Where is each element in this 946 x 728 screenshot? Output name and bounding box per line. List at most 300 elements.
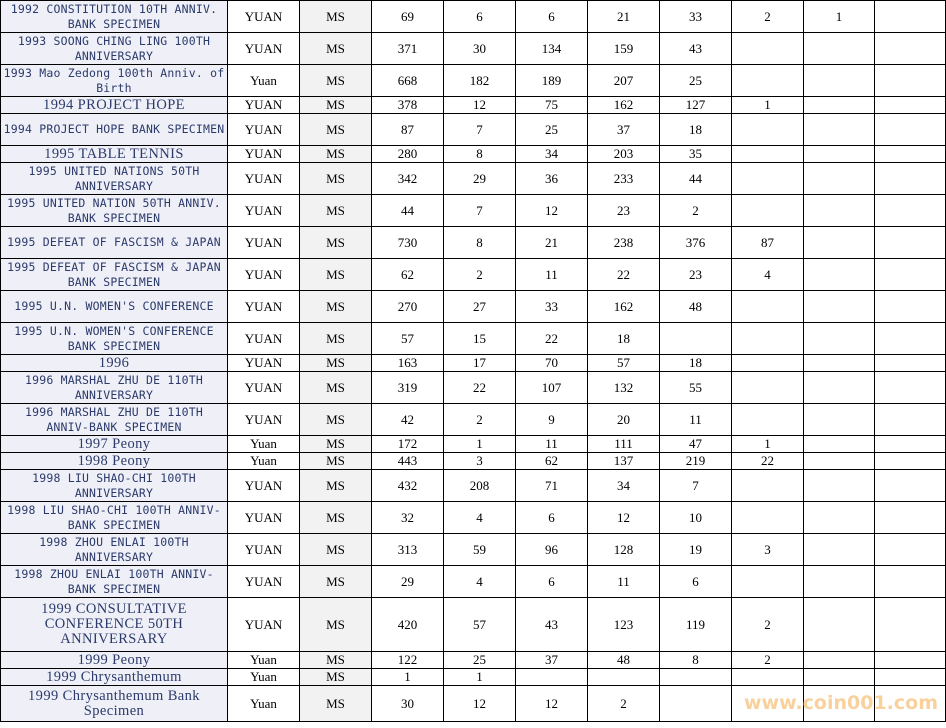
- count-cell: 1: [444, 669, 516, 686]
- count-cell: [875, 33, 946, 65]
- count-cell: [732, 355, 804, 372]
- denomination-cell: YUAN: [228, 291, 300, 323]
- denomination-cell: YUAN: [228, 323, 300, 355]
- count-cell: 1: [804, 1, 875, 33]
- coin-name-cell: 1998 ZHOU ENLAI 100TH ANNIV-BANK SPECIMEN: [1, 566, 228, 598]
- table-row: [1, 163, 946, 195]
- count-cell: 132: [588, 372, 660, 404]
- count-cell: [804, 566, 875, 598]
- coin-name-cell: 1993 SOONG CHING LING 100TH ANNIVERSARY: [1, 33, 228, 65]
- count-cell: 2: [444, 259, 516, 291]
- denomination-cell: Yuan: [228, 65, 300, 97]
- count-cell: 71: [516, 470, 588, 502]
- denomination-cell: YUAN: [228, 534, 300, 566]
- count-cell: 12: [588, 502, 660, 534]
- count-cell: 35: [660, 146, 732, 163]
- count-cell: [804, 259, 875, 291]
- count-cell: 75: [516, 97, 588, 114]
- count-cell: [732, 195, 804, 227]
- count-cell: [875, 598, 946, 652]
- count-cell: [732, 291, 804, 323]
- count-cell: 172: [372, 436, 444, 453]
- count-cell: 163: [372, 355, 444, 372]
- denomination-cell: YUAN: [228, 470, 300, 502]
- coin-name-cell: 1994 PROJECT HOPE BANK SPECIMEN: [1, 114, 228, 146]
- count-cell: [875, 534, 946, 566]
- count-cell: [732, 163, 804, 195]
- count-cell: [875, 146, 946, 163]
- count-cell: [875, 652, 946, 669]
- coin-name-cell: 1995 UNITED NATIONS 50TH ANNIVERSARY: [1, 163, 228, 195]
- count-cell: [732, 669, 804, 686]
- grade-cell: MS: [300, 436, 372, 453]
- table-row: [1, 470, 946, 502]
- table-row: [1, 259, 946, 291]
- count-cell: [875, 1, 946, 33]
- count-cell: [804, 436, 875, 453]
- count-cell: 6: [516, 502, 588, 534]
- count-cell: [516, 669, 588, 686]
- denomination-cell: YUAN: [228, 259, 300, 291]
- count-cell: [804, 146, 875, 163]
- table-row: [1, 114, 946, 146]
- count-cell: 12: [444, 97, 516, 114]
- count-cell: [660, 686, 732, 722]
- count-cell: 313: [372, 534, 444, 566]
- count-cell: [875, 259, 946, 291]
- count-cell: [804, 291, 875, 323]
- grade-cell: MS: [300, 323, 372, 355]
- count-cell: [732, 114, 804, 146]
- count-cell: 12: [444, 686, 516, 722]
- count-cell: 189: [516, 65, 588, 97]
- count-cell: 270: [372, 291, 444, 323]
- count-cell: [804, 686, 875, 722]
- table-row: [1, 195, 946, 227]
- coin-name-cell: 1996: [1, 355, 228, 372]
- coin-name-cell: 1992 CONSTITUTION 10TH ANNIV. BANK SPECIMEN: [1, 1, 228, 33]
- denomination-cell: YUAN: [228, 97, 300, 114]
- count-cell: 111: [588, 436, 660, 453]
- count-cell: 2: [588, 686, 660, 722]
- table-row: [1, 291, 946, 323]
- coin-name-cell: 1996 MARSHAL ZHU DE 110TH ANNIV-BANK SPECIMEN: [1, 404, 228, 436]
- grade-cell: MS: [300, 598, 372, 652]
- count-cell: 134: [516, 33, 588, 65]
- count-cell: 57: [372, 323, 444, 355]
- count-cell: 123: [588, 598, 660, 652]
- grade-cell: MS: [300, 470, 372, 502]
- grade-cell: MS: [300, 146, 372, 163]
- count-cell: 12: [516, 686, 588, 722]
- grade-cell: MS: [300, 355, 372, 372]
- count-cell: [804, 33, 875, 65]
- count-cell: 238: [588, 227, 660, 259]
- grade-cell: MS: [300, 669, 372, 686]
- count-cell: [875, 227, 946, 259]
- count-cell: 34: [588, 470, 660, 502]
- denomination-cell: YUAN: [228, 195, 300, 227]
- count-cell: 8: [660, 652, 732, 669]
- denomination-cell: YUAN: [228, 404, 300, 436]
- denomination-cell: YUAN: [228, 33, 300, 65]
- count-cell: [875, 372, 946, 404]
- table-row: [1, 146, 946, 163]
- count-cell: 87: [732, 227, 804, 259]
- count-cell: 62: [372, 259, 444, 291]
- table-row: [1, 227, 946, 259]
- count-cell: [732, 65, 804, 97]
- count-cell: [732, 33, 804, 65]
- count-cell: 22: [516, 323, 588, 355]
- count-cell: [875, 453, 946, 470]
- site-watermark: www.coin001.com: [743, 692, 938, 714]
- count-cell: 6: [516, 1, 588, 33]
- count-cell: 6: [444, 1, 516, 33]
- coin-name-cell: 1995 UNITED NATION 50TH ANNIV. BANK SPECIMEN: [1, 195, 228, 227]
- count-cell: 42: [372, 404, 444, 436]
- count-cell: 6: [660, 566, 732, 598]
- count-cell: [732, 372, 804, 404]
- count-cell: [804, 114, 875, 146]
- count-cell: [804, 65, 875, 97]
- count-cell: 30: [372, 686, 444, 722]
- count-cell: 36: [516, 163, 588, 195]
- count-cell: 12: [516, 195, 588, 227]
- count-cell: [804, 470, 875, 502]
- table-row: [1, 323, 946, 355]
- coin-name-cell: 1999 Chrysanthemum Bank Specimen: [1, 686, 228, 722]
- table-row: [1, 33, 946, 65]
- count-cell: 23: [588, 195, 660, 227]
- count-cell: 420: [372, 598, 444, 652]
- count-cell: 3: [732, 534, 804, 566]
- denomination-cell: Yuan: [228, 652, 300, 669]
- count-cell: 23: [660, 259, 732, 291]
- count-cell: 19: [660, 534, 732, 566]
- count-cell: [875, 355, 946, 372]
- count-cell: 7: [660, 470, 732, 502]
- coin-name-cell: 1998 Peony: [1, 453, 228, 470]
- count-cell: 10: [660, 502, 732, 534]
- grade-cell: MS: [300, 227, 372, 259]
- count-cell: [804, 323, 875, 355]
- denomination-cell: YUAN: [228, 1, 300, 33]
- grade-cell: MS: [300, 502, 372, 534]
- count-cell: 162: [588, 291, 660, 323]
- denomination-cell: YUAN: [228, 163, 300, 195]
- count-cell: [732, 404, 804, 436]
- denomination-cell: Yuan: [228, 453, 300, 470]
- count-cell: 18: [588, 323, 660, 355]
- table-row: [1, 436, 946, 453]
- count-cell: 15: [444, 323, 516, 355]
- grade-cell: MS: [300, 97, 372, 114]
- table-row: [1, 566, 946, 598]
- count-cell: 34: [516, 146, 588, 163]
- count-cell: 48: [660, 291, 732, 323]
- count-cell: 18: [660, 114, 732, 146]
- count-cell: [804, 355, 875, 372]
- count-cell: 8: [444, 227, 516, 259]
- count-cell: 47: [660, 436, 732, 453]
- count-cell: 21: [516, 227, 588, 259]
- count-cell: [804, 195, 875, 227]
- count-cell: [875, 65, 946, 97]
- table-row: [1, 97, 946, 114]
- count-cell: 29: [372, 566, 444, 598]
- count-cell: 11: [588, 566, 660, 598]
- table-row: [1, 669, 946, 686]
- coin-name-cell: 1997 Peony: [1, 436, 228, 453]
- count-cell: 70: [516, 355, 588, 372]
- denomination-cell: Yuan: [228, 436, 300, 453]
- denomination-cell: YUAN: [228, 227, 300, 259]
- count-cell: [875, 291, 946, 323]
- count-cell: 30: [444, 33, 516, 65]
- count-cell: 59: [444, 534, 516, 566]
- grade-cell: MS: [300, 33, 372, 65]
- grade-cell: MS: [300, 65, 372, 97]
- count-cell: 25: [444, 652, 516, 669]
- count-cell: 44: [372, 195, 444, 227]
- count-cell: [875, 669, 946, 686]
- denomination-cell: Yuan: [228, 669, 300, 686]
- grade-cell: MS: [300, 291, 372, 323]
- coin-name-cell: 1995 DEFEAT OF FASCISM & JAPAN BANK SPECIMEN: [1, 259, 228, 291]
- coin-name-cell: 1995 U.N. WOMEN'S CONFERENCE: [1, 291, 228, 323]
- count-cell: 3: [444, 453, 516, 470]
- count-cell: 18: [660, 355, 732, 372]
- count-cell: 2: [660, 195, 732, 227]
- grade-cell: MS: [300, 259, 372, 291]
- count-cell: 376: [660, 227, 732, 259]
- table-row: [1, 598, 946, 652]
- count-cell: 2: [732, 652, 804, 669]
- grade-cell: MS: [300, 372, 372, 404]
- count-cell: 378: [372, 97, 444, 114]
- count-cell: 371: [372, 33, 444, 65]
- table-row: [1, 404, 946, 436]
- denomination-cell: YUAN: [228, 146, 300, 163]
- count-cell: [875, 502, 946, 534]
- count-cell: 25: [660, 65, 732, 97]
- count-cell: 8: [444, 146, 516, 163]
- count-cell: 2: [732, 1, 804, 33]
- count-cell: 208: [444, 470, 516, 502]
- count-cell: [875, 195, 946, 227]
- count-cell: 162: [588, 97, 660, 114]
- coin-name-cell: 1995 U.N. WOMEN'S CONFERENCE BANK SPECIMEN: [1, 323, 228, 355]
- count-cell: [804, 598, 875, 652]
- table-row: [1, 65, 946, 97]
- coin-name-cell: 1994 PROJECT HOPE: [1, 97, 228, 114]
- count-cell: 43: [660, 33, 732, 65]
- count-cell: 21: [588, 1, 660, 33]
- count-cell: 319: [372, 372, 444, 404]
- count-cell: [875, 163, 946, 195]
- table-row: [1, 372, 946, 404]
- count-cell: [875, 114, 946, 146]
- count-cell: [804, 227, 875, 259]
- table-row: [1, 1, 946, 33]
- coin-name-cell: 1996 MARSHAL ZHU DE 110TH ANNIVERSARY: [1, 372, 228, 404]
- count-cell: [875, 470, 946, 502]
- grade-cell: MS: [300, 195, 372, 227]
- count-cell: 33: [660, 1, 732, 33]
- table-row: [1, 652, 946, 669]
- count-cell: 4: [732, 259, 804, 291]
- count-cell: 280: [372, 146, 444, 163]
- count-cell: 22: [588, 259, 660, 291]
- grade-cell: MS: [300, 163, 372, 195]
- count-cell: 22: [444, 372, 516, 404]
- count-cell: [875, 404, 946, 436]
- count-cell: 443: [372, 453, 444, 470]
- count-cell: [732, 502, 804, 534]
- grade-cell: MS: [300, 453, 372, 470]
- grade-cell: MS: [300, 1, 372, 33]
- count-cell: 96: [516, 534, 588, 566]
- denomination-cell: YUAN: [228, 566, 300, 598]
- count-cell: 37: [588, 114, 660, 146]
- coin-name-cell: 1999 Chrysanthemum: [1, 669, 228, 686]
- count-cell: 57: [444, 598, 516, 652]
- count-cell: 20: [588, 404, 660, 436]
- count-cell: 44: [660, 163, 732, 195]
- count-cell: 122: [372, 652, 444, 669]
- count-cell: 57: [588, 355, 660, 372]
- count-cell: 9: [516, 404, 588, 436]
- count-cell: 1: [372, 669, 444, 686]
- grade-cell: MS: [300, 404, 372, 436]
- count-cell: 69: [372, 1, 444, 33]
- count-cell: 159: [588, 33, 660, 65]
- table-body: [1, 1, 946, 722]
- coin-name-cell: 1999 Peony: [1, 652, 228, 669]
- count-cell: 730: [372, 227, 444, 259]
- count-cell: 127: [660, 97, 732, 114]
- count-cell: 119: [660, 598, 732, 652]
- count-cell: 1: [444, 436, 516, 453]
- count-cell: [732, 323, 804, 355]
- count-cell: 207: [588, 65, 660, 97]
- table-row: [1, 502, 946, 534]
- count-cell: [732, 470, 804, 502]
- count-cell: [804, 502, 875, 534]
- count-cell: 7: [444, 195, 516, 227]
- count-cell: 1: [732, 436, 804, 453]
- denomination-cell: YUAN: [228, 502, 300, 534]
- count-cell: [804, 453, 875, 470]
- count-cell: 2: [732, 598, 804, 652]
- count-cell: 1: [732, 97, 804, 114]
- coin-name-cell: 1995 DEFEAT OF FASCISM & JAPAN: [1, 227, 228, 259]
- count-cell: [875, 436, 946, 453]
- count-cell: [732, 686, 804, 722]
- count-cell: [804, 534, 875, 566]
- count-cell: [660, 323, 732, 355]
- count-cell: 137: [588, 453, 660, 470]
- count-cell: [660, 669, 732, 686]
- grade-cell: MS: [300, 534, 372, 566]
- grade-cell: MS: [300, 652, 372, 669]
- grade-cell: MS: [300, 566, 372, 598]
- count-cell: 128: [588, 534, 660, 566]
- coin-name-cell: 1998 LIU SHAO-CHI 100TH ANNIVERSARY: [1, 470, 228, 502]
- denomination-cell: YUAN: [228, 598, 300, 652]
- count-cell: 203: [588, 146, 660, 163]
- count-cell: 4: [444, 502, 516, 534]
- coin-name-cell: 1998 LIU SHAO-CHI 100TH ANNIV-BANK SPECIMEN: [1, 502, 228, 534]
- count-cell: 233: [588, 163, 660, 195]
- count-cell: 6: [516, 566, 588, 598]
- count-cell: 22: [732, 453, 804, 470]
- count-cell: [804, 163, 875, 195]
- grade-cell: MS: [300, 686, 372, 722]
- count-cell: 7: [444, 114, 516, 146]
- count-cell: 48: [588, 652, 660, 669]
- coin-name-cell: 1993 Mao Zedong 100th Anniv. of Birth: [1, 65, 228, 97]
- count-cell: 33: [516, 291, 588, 323]
- count-cell: [804, 652, 875, 669]
- count-cell: 11: [516, 259, 588, 291]
- denomination-cell: YUAN: [228, 114, 300, 146]
- count-cell: 4: [444, 566, 516, 598]
- coin-name-cell: 1998 ZHOU ENLAI 100TH ANNIVERSARY: [1, 534, 228, 566]
- count-cell: 342: [372, 163, 444, 195]
- table-row: [1, 355, 946, 372]
- grade-cell: MS: [300, 114, 372, 146]
- denomination-cell: Yuan: [228, 686, 300, 722]
- table-row: [1, 534, 946, 566]
- count-cell: 668: [372, 65, 444, 97]
- count-cell: [875, 97, 946, 114]
- count-cell: [875, 566, 946, 598]
- count-cell: 25: [516, 114, 588, 146]
- count-cell: 182: [444, 65, 516, 97]
- denomination-cell: YUAN: [228, 355, 300, 372]
- count-cell: 62: [516, 453, 588, 470]
- count-cell: 27: [444, 291, 516, 323]
- table-row: [1, 453, 946, 470]
- count-cell: 2: [444, 404, 516, 436]
- count-cell: 87: [372, 114, 444, 146]
- count-cell: 107: [516, 372, 588, 404]
- count-cell: [804, 404, 875, 436]
- count-cell: 37: [516, 652, 588, 669]
- count-cell: 32: [372, 502, 444, 534]
- coin-name-cell: 1995 TABLE TENNIS: [1, 146, 228, 163]
- count-cell: [732, 566, 804, 598]
- count-cell: 11: [660, 404, 732, 436]
- count-cell: [804, 97, 875, 114]
- count-cell: [804, 669, 875, 686]
- coin-name-cell: 1999 CONSULTATIVE CONFERENCE 50TH ANNIVERSARY: [1, 598, 228, 652]
- count-cell: 55: [660, 372, 732, 404]
- count-cell: [588, 669, 660, 686]
- denomination-cell: YUAN: [228, 372, 300, 404]
- count-cell: [875, 686, 946, 722]
- count-cell: 219: [660, 453, 732, 470]
- count-cell: [732, 146, 804, 163]
- count-cell: 432: [372, 470, 444, 502]
- count-cell: 11: [516, 436, 588, 453]
- count-cell: 29: [444, 163, 516, 195]
- count-cell: [804, 372, 875, 404]
- count-cell: [875, 323, 946, 355]
- count-cell: 43: [516, 598, 588, 652]
